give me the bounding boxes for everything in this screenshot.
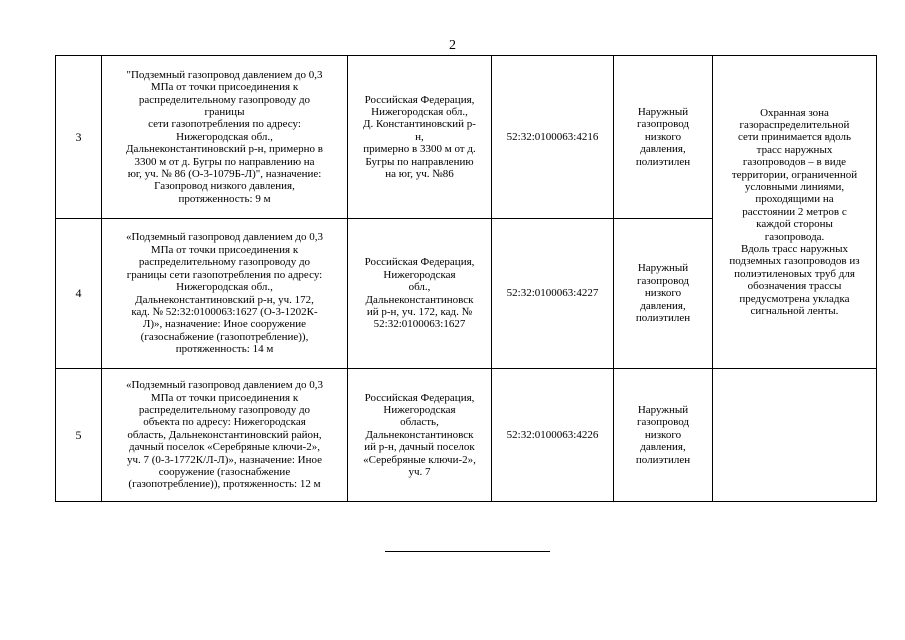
row-number: 4 <box>56 219 102 369</box>
empty-cell <box>713 369 877 502</box>
object-description: «Подземный газопровод давлением до 0,3 МПа от точки присоединения к распределительному газопроводу до границы сети газопотребления по адресу: Нижегородская обл., Дальнеконстантиновский р-н, уч. 172, кад. № 52:32:0100063:1627 (О-3-1202К- Л)», назначение: Иное сооружение (газоснабжение (газопотребление)), протяженность: 14 м <box>102 219 348 369</box>
cadastral-number: 52:32:0100063:4226 <box>492 369 614 502</box>
cadastral-number: 52:32:0100063:4216 <box>492 56 614 219</box>
object-type: Наружный газопровод низкого давления, полиэтилен <box>614 219 713 369</box>
object-address: Российская Федерация, Нижегородская область, Дальнеконстантиновск ий р-н, дачный поселок «Серебряные ключи-2», уч. 7 <box>348 369 492 502</box>
object-address: Российская Федерация, Нижегородская обл., Д. Константиновский р- н, примерно в 3300 м от д. Бугры по направлению на юг, уч. №86 <box>348 56 492 219</box>
row-number: 3 <box>56 56 102 219</box>
object-description: "Подземный газопровод давлением до 0,3 МПа от точки присоединения к распределительному газопроводу до границы сети газопотребления по адресу: Нижегородская обл., Дальнеконстантиновский р-н, примерно в 3300 м от д. Бугры по направлению на юг, уч. № 86 (О-3-1079Б-Л)", назначение: Газопровод низкого давления, протяженность: 9 м <box>102 56 348 219</box>
object-type: Наружный газопровод низкого давления, полиэтилен <box>614 56 713 219</box>
table-row <box>56 56 877 219</box>
footer-rule <box>385 551 550 552</box>
row-number: 5 <box>56 369 102 502</box>
object-address: Российская Федерация, Нижегородская обл., Дальнеконстантиновск ий р-н, уч. 172, кад. № 52:32:0100063:1627 <box>348 219 492 369</box>
cadastral-number: 52:32:0100063:4227 <box>492 219 614 369</box>
page-number: 2 <box>449 38 456 53</box>
table-row <box>56 369 877 502</box>
encumbrance-table <box>55 55 877 502</box>
protection-zone-note: Охранная зона газораспределительной сети принимается вдоль трасс наружных газопроводов – в виде территории, ограниченной условными линиями, проходящими на расстоянии 2 метров с каждой стороны газопровода. Вдоль трасс наружных подземных газопроводов из полиэтиленовых труб для обозначения трассы предусмотрена укладка сигнальной ленты. <box>713 56 877 369</box>
object-type: Наружный газопровод низкого давления, полиэтилен <box>614 369 713 502</box>
object-description: «Подземный газопровод давлением до 0,3 МПа от точки присоединения к распределительному газопроводу до объекта по адресу: Нижегородская область, Дальнеконстантиновский район, дачный поселок «Серебряные ключи-2», уч. 7 (0-3-1772К/Л-Л)», назначение: Иное сооружение (газоснабжение (газопотребление)), протяженность: 12 м <box>102 369 348 502</box>
